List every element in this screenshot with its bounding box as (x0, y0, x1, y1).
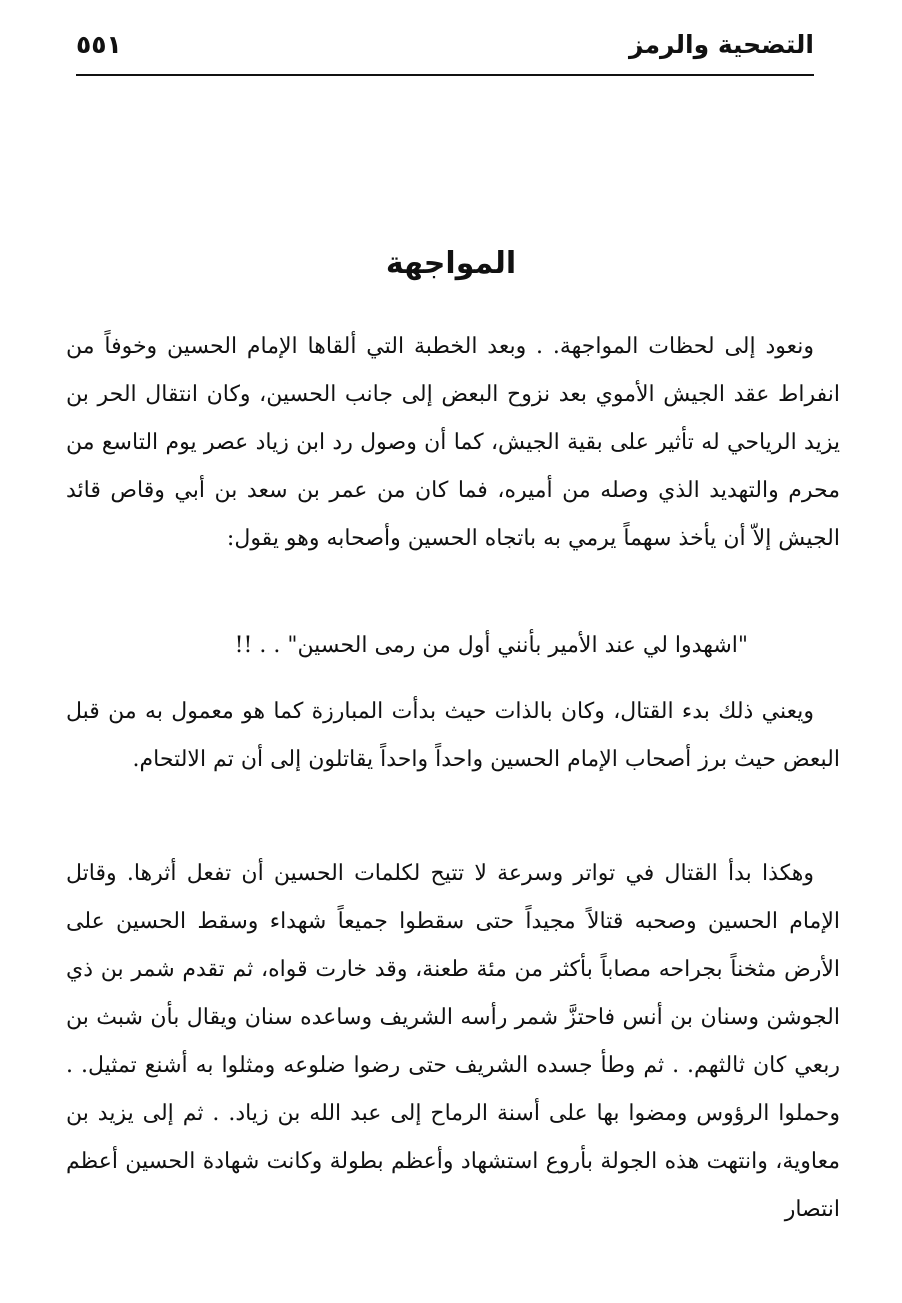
quoted-statement: "اشهدوا لي عند الأمير بأنني أول من رمى الحسين" . . !! (234, 633, 748, 658)
quote-container (66, 622, 840, 670)
section-heading: المواجهة (385, 246, 517, 281)
header-title: التضحية والرمز (629, 30, 814, 59)
paragraph: وهكذا بدأ القتال في تواتر وسرعة لا تتيح لكلمات الحسين أن تفعل أثرها. وقاتل الإمام الحسين وصحبه قتالاً مجيداً حتى سقطوا جميعاً شهداء وسقط الحسين على الأرض مثخناً بجراحه مصاباً بأكثر من مئة طعنة، وقد خارت قواه، ثم تقدم شمر بن ذي الجوشن وسنان بن أنس فاحتزَّ شمر رأسه الشريف وساعده سنان ويقال بأن شبث بن ربعي كان ثالثهم. . ثم وطأ جسده الشريف حتى رضوا ضلوعه ومثلوا به أشنع تمثيل. . وحملوا الرؤوس ومضوا بها على أسنة الرماح إلى عبد الله بن زياد. . ثم إلى يزيد بن معاوية، وانتهت هذه الجولة بأروع استشهاد وأعظم بطولة وكانت شهادة الحسين أعظم انتصار (66, 861, 840, 1222)
paragraph-1-container (66, 323, 840, 563)
paragraph: ونعود إلى لحظات المواجهة. . وبعد الخطبة التي ألقاها الإمام الحسين وخوفاً من انفراط عقد الجيش الأموي بعد نزوح البعض إلى جانب الحسين، وكان انتقال الحر بن يزيد الرياحي له تأثير على بقية الجيش، كما أن وصول رد ابن زياد عصر يوم التاسع من محرم والتهديد الذي وصله من أميره، فما كان من عمر بن سعد بن أبي وقاص قائد الجيش إلاّ أن يأخذ سهماً يرمي به باتجاه الحسين وأصحابه وهو يقول: (66, 334, 840, 551)
page-number: ٥٥١ (76, 30, 122, 59)
paragraph-2-container (66, 688, 840, 784)
paragraph: ويعني ذلك بدء القتال، وكان بالذات حيث بدأت المبارزة كما هو معمول به من قبل البعض حيث برز أصحاب الإمام الحسين واحداً واحداً يقاتلون إلى أن تم الالتحام. (66, 699, 840, 772)
paragraph-3-container (66, 850, 840, 1234)
running-header (76, 28, 814, 76)
